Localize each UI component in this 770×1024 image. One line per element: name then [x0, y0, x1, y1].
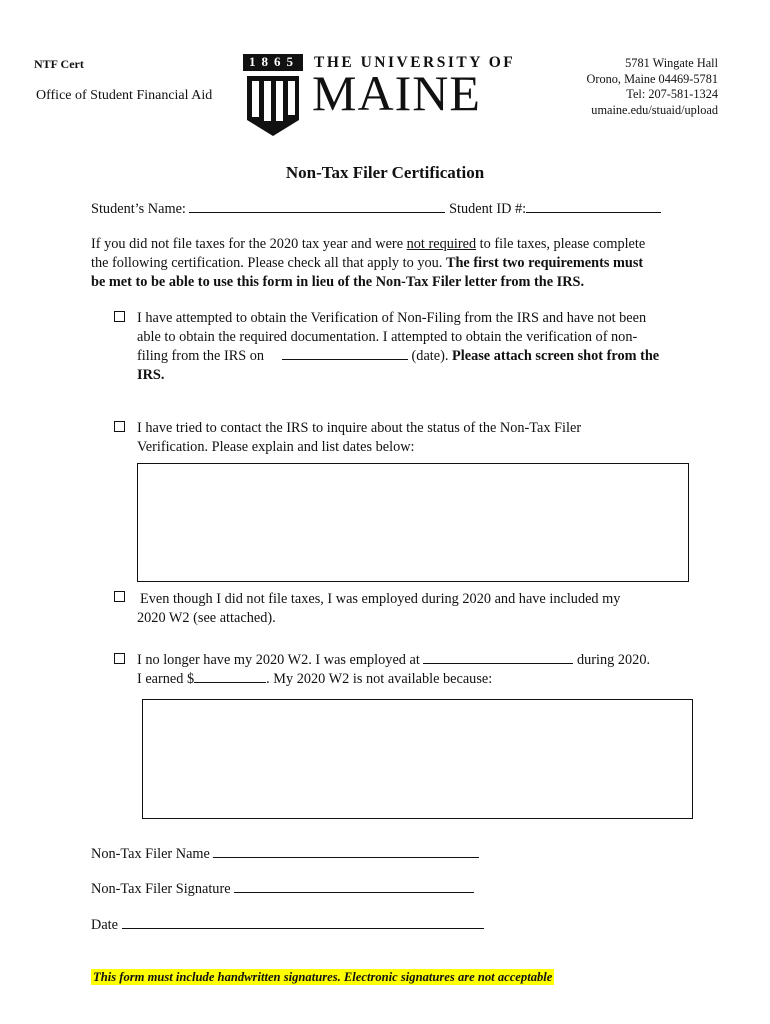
option-4-line-2: . My 2020 W2 is not available because:: [266, 671, 493, 687]
option-1-checkbox[interactable]: [114, 311, 125, 322]
filer-name-label: Non-Tax Filer Name: [91, 846, 210, 862]
logo-maine: MAINE: [312, 65, 481, 121]
option-1-attach-note: Please attach screen shot from the: [452, 348, 660, 364]
option-1-line-2: able to obtain the required documentation. I attempted to obtain the verification of non-: [137, 329, 638, 345]
filer-signature-label: Non-Tax Filer Signature: [91, 881, 231, 897]
date-label: Date: [91, 917, 118, 933]
option-4-checkbox[interactable]: [114, 653, 125, 664]
option-2-line-2: Verification. Please explain and list dates below:: [137, 439, 415, 455]
intro-line-2: the following certification. Please check all that apply to you.: [91, 255, 446, 271]
intro-line-2-bold: The first two requirements must: [445, 255, 644, 271]
student-id-field[interactable]: [526, 200, 661, 213]
option-1-line-1: I have attempted to obtain the Verification of Non-Filing from the IRS and have not been: [137, 310, 647, 326]
option-4-line-1: I no longer have my 2020 W2. I was employed at: [137, 652, 420, 668]
logo-university-of: THE UNIVERSITY OF: [314, 54, 516, 71]
intro-text-1: If you did not file taxes for the 2020 tax year and were: [91, 236, 407, 252]
option-2-text: [137, 419, 697, 457]
address-line-1: 5781 Wingate Hall: [625, 56, 718, 70]
earned-amount-field[interactable]: [194, 670, 266, 683]
intro-line-3-bold: be met to be able to use this form in lieu of the Non-Tax Filer letter from the IRS.: [91, 274, 585, 290]
option-3-checkbox[interactable]: [114, 591, 125, 602]
student-id-label: Student ID #:: [449, 201, 527, 217]
student-name-field[interactable]: [189, 200, 445, 213]
form-title: Non-Tax Filer Certification: [285, 163, 485, 182]
intro-text-2: to file taxes, please complete: [476, 236, 646, 252]
date-field[interactable]: [122, 916, 484, 929]
employer-field[interactable]: [423, 651, 573, 664]
office-name: Office of Student Financial Aid: [36, 88, 213, 103]
handwritten-signature-note: This form must include handwritten signatures. Electronic signatures are not acceptable: [93, 970, 553, 984]
option-1-line-3: filing from the IRS on: [137, 348, 265, 364]
signature-row: [91, 880, 474, 899]
student-name-label: Student’s Name:: [91, 201, 186, 217]
logo-year: 1865: [249, 54, 299, 69]
date-row: [91, 916, 484, 935]
option-4-earned: I earned $: [137, 671, 195, 687]
option-3-text: [137, 590, 697, 628]
w2-unavailable-explanation-box[interactable]: [142, 699, 693, 819]
signature-name-row: [91, 845, 479, 864]
address-line-2: Orono, Maine 04469-5781: [586, 71, 718, 86]
option-3-line-1: Even though I did not file taxes, I was employed during 2020 and have included my: [140, 591, 621, 607]
address-block: [587, 56, 719, 118]
option-1-text: [137, 309, 697, 385]
filer-name-field[interactable]: [213, 845, 479, 858]
option-1-line-4: IRS.: [137, 367, 165, 383]
irs-contact-explanation-box[interactable]: [137, 463, 689, 582]
option-4-during: during 2020.: [576, 652, 651, 668]
address-line-3: Tel: 207-581-1324: [626, 87, 718, 101]
option-3-line-2: 2020 W2 (see attached).: [137, 610, 276, 626]
student-info-row: [91, 200, 661, 219]
filer-signature-field[interactable]: [234, 880, 474, 893]
intro-underlined: not required: [406, 236, 477, 252]
option-2-checkbox[interactable]: [114, 421, 125, 432]
option-1-date-label: (date).: [411, 348, 449, 364]
option-4-text: [137, 651, 697, 689]
intro-paragraph: [91, 235, 691, 292]
option-2-line-1: I have tried to contact the IRS to inquire about the status of the Non-Tax Filer: [137, 420, 582, 436]
address-line-4: umaine.edu/stuaid/upload: [591, 102, 718, 117]
form-code: NTF Cert: [34, 57, 84, 71]
non-filing-date-field[interactable]: [282, 347, 408, 360]
